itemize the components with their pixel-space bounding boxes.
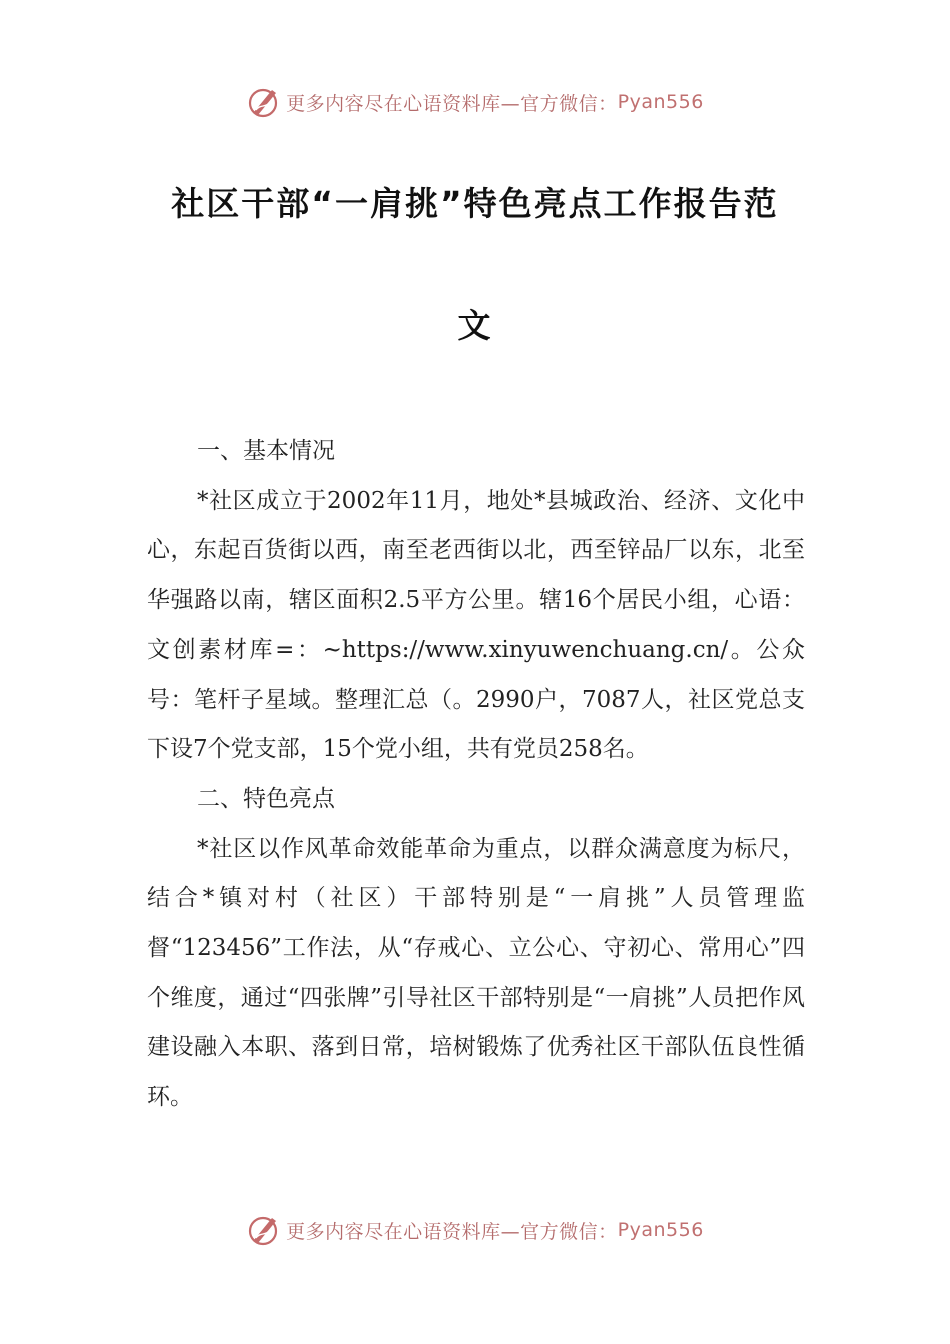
header-banner (0, 82, 950, 122)
footer-banner (0, 1210, 950, 1250)
document-body (147, 427, 805, 1123)
section-heading-highlights: 二、特色亮点 (197, 785, 335, 812)
pen-circle-logo-icon (246, 1212, 282, 1248)
section-paragraph-highlights: *社区以作风革命效能革命为重点，以群众满意度为标尺，结合*镇对村（社区）干部特别是“一肩挑”人员管理监督“123456”工作法，从“存戒心、立公心、守初心、常用心”四个维度，通过“四张牌”引导社区干部特别是“一肩挑”人员把作风建设融入本职、落到日常，培树锻炼了优秀社区干部队伍良性循环。 (147, 835, 805, 1111)
banner-text: 更多内容尽在心语资料库—官方微信： (286, 92, 618, 115)
document-title-line-1: 社区干部“一肩挑”特色亮点工作报告范 (171, 184, 779, 223)
banner-wechat-id: Pyan556 (617, 1219, 704, 1241)
pen-circle-logo-icon (246, 84, 282, 120)
banner-wechat-id: Pyan556 (617, 91, 704, 113)
document-title-line-2: 文 (457, 306, 493, 345)
section-heading-basic: 一、基本情况 (197, 438, 335, 464)
banner-text: 更多内容尽在心语资料库—官方微信： (286, 1220, 618, 1243)
section-paragraph-basic: *社区成立于2002年11月，地处*县城政治、经济、文化中心，东起百货街以西，南至老西街以北，西至锌品厂以东，北至华强路以南，辖区面积2.5平方公里。辖16个居民小组，心语：文创素材库=：~https://www.xinyuwenchuang.cn/。公众号：笔杆子星域。整理汇总（。2990户，7087人，社区党总支下设7个党支部，15个党小组，共有党员258名。 (147, 487, 805, 763)
